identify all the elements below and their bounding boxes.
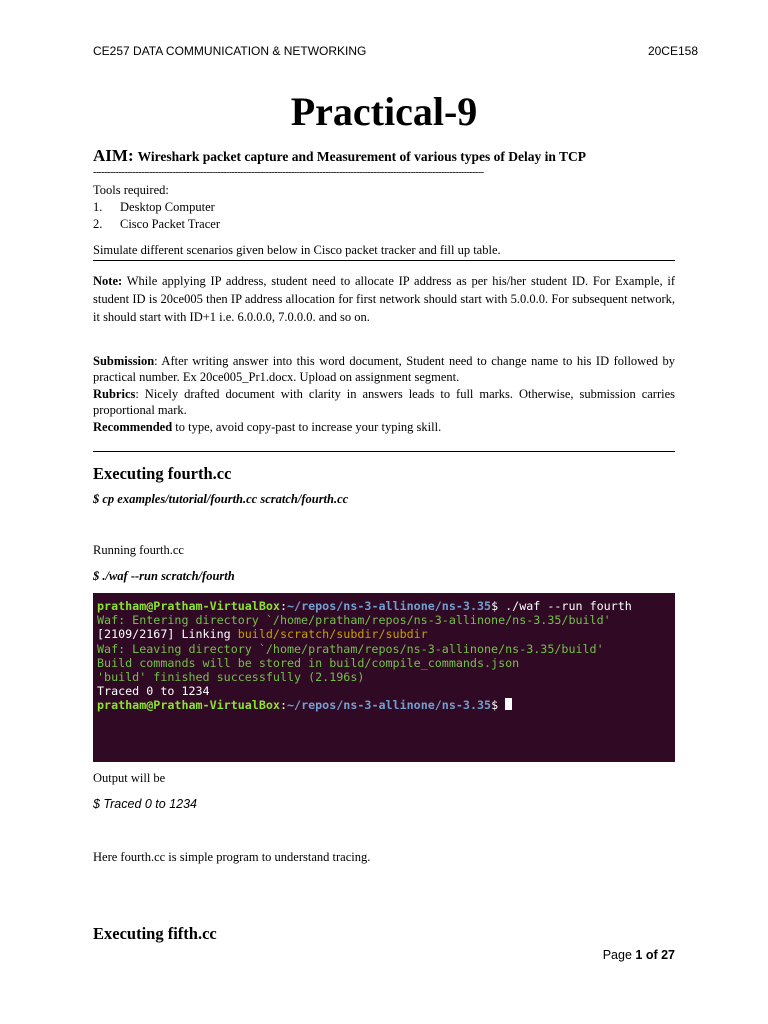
copy-command: $ cp examples/tutorial/fourth.cc scratch/fourth.cc (93, 492, 349, 506)
recommended-label: Recommended (93, 420, 173, 434)
rubrics-paragraph (93, 386, 675, 418)
terminal-line: Waf: Leaving directory `/home/pratham/repos/ns-3-allinone/ns-3.35/build' (97, 641, 604, 656)
output-label: Output will be (93, 771, 166, 785)
page-word: Page (602, 948, 636, 962)
page-total: 27 (661, 948, 675, 962)
page-number (603, 948, 675, 962)
page-title: Practical-9 (290, 89, 478, 134)
dashed-separator: ------------------------------------------------------------------------------------------------------------------------------------------ (93, 167, 484, 178)
page-of-word: of (642, 948, 662, 962)
header-student-id: 20CE158 (647, 44, 698, 58)
rubrics-label: Rubrics (93, 387, 136, 401)
terminal-cursor (505, 698, 512, 710)
aim-label: AIM: (93, 146, 134, 165)
section-heading-fifth: Executing fifth.cc (93, 924, 217, 943)
header-course: CE257 DATA COMMUNICATION & NETWORKING (93, 44, 367, 58)
simulate-text: Simulate different scenarios given below in Cisco packet tracker and fill up table. (93, 243, 501, 257)
page-current: 1 (635, 948, 643, 962)
terminal-output: pratham@Pratham-VirtualBox:~/repos/ns-3-allinone/ns-3.35$ ./waf --run fourth Waf: Entering directory `/home/pratham/repos/ns-3-allinone/ns-3.35/build' [2109/2167] Linking build/scratch/subdir/subdir Waf: Leaving directory `/home/pratham/repos/ns-3-allinone/ns-3.35/build' Build commands will be stored in build/compile_commands.json 'build' finished successfully (2.196s) Traced 0 to 1234 pratham@Pratham-VirtualBox:~/repos/ns-3-allinone/ns-3.35$ (97, 599, 632, 713)
tools-item-text: Desktop Computer (120, 200, 215, 214)
terminal-prompt-path: ~/repos/ns-3-allinone/ns-3.35 (287, 599, 492, 613)
submission-paragraph (93, 353, 675, 385)
terminal-prompt-user: pratham@Pratham-VirtualBox (97, 698, 280, 713)
terminal-screenshot (93, 593, 675, 762)
terminal-line: Build commands will be stored in build/compile_commands.json (97, 655, 520, 670)
description-text: Here fourth.cc is simple program to understand tracing. (93, 850, 371, 864)
terminal-prompt-user: pratham@Pratham-VirtualBox (97, 599, 280, 613)
running-label: Running fourth.cc (93, 543, 184, 557)
terminal-prompt-path: ~/repos/ns-3-allinone/ns-3.35 (287, 698, 492, 713)
tools-item-number: 1. (93, 200, 103, 214)
terminal-command: $ ./waf --run fourth (491, 599, 632, 613)
rubrics-text: : Nicely drafted document with clarity in answers leads to full marks. Otherwise, submission carries proportional mark. (93, 387, 675, 417)
submission-text: : After writing answer into this word document, Student need to change name to his ID followed by practical number. Ex 20ce005_Pr1.docx. Upload on assignment segment. (93, 354, 675, 384)
divider (93, 451, 675, 452)
run-command: $ ./waf --run scratch/fourth (93, 569, 235, 583)
terminal-line-prefix: [2109/2167] Linking (97, 627, 238, 642)
section-heading-fourth: Executing fourth.cc (93, 464, 232, 483)
terminal-line: Traced 0 to 1234 (97, 684, 210, 699)
aim-text: Wireshark packet capture and Measurement of various types of Delay in TCP (137, 149, 586, 164)
note-text: While applying IP address, student need to allocate IP address as per his/her student ID. For Example, if student ID is 20ce005 then IP address allocation for first network should start with 5.0.0.0. For subsequent network, it should start with ID+1 i.e. 6.0.0.0, 7.0.0.0. and so on. (93, 274, 675, 324)
submission-label: Submission (93, 354, 155, 368)
tools-item-number: 2. (93, 217, 103, 231)
divider (93, 260, 675, 261)
tools-item-text: Cisco Packet Tracer (120, 217, 220, 231)
tools-item (93, 200, 215, 215)
recommended-paragraph (93, 419, 675, 435)
tools-item (93, 217, 220, 232)
note-paragraph (93, 272, 675, 326)
note-label: Note: (93, 274, 123, 288)
terminal-line: 'build' finished successfully (2.196s) (97, 670, 365, 685)
aim-line (93, 146, 586, 166)
terminal-prompt-end: $ (491, 698, 506, 713)
output-value: $ Traced 0 to 1234 (93, 797, 198, 811)
recommended-text: to type, avoid copy-past to increase your typing skill. (172, 420, 442, 434)
tools-heading: Tools required: (93, 183, 169, 197)
terminal-line-path: build/scratch/subdir/subdir (237, 627, 428, 642)
terminal-line: Waf: Entering directory `/home/pratham/repos/ns-3-allinone/ns-3.35/build' (97, 613, 611, 628)
